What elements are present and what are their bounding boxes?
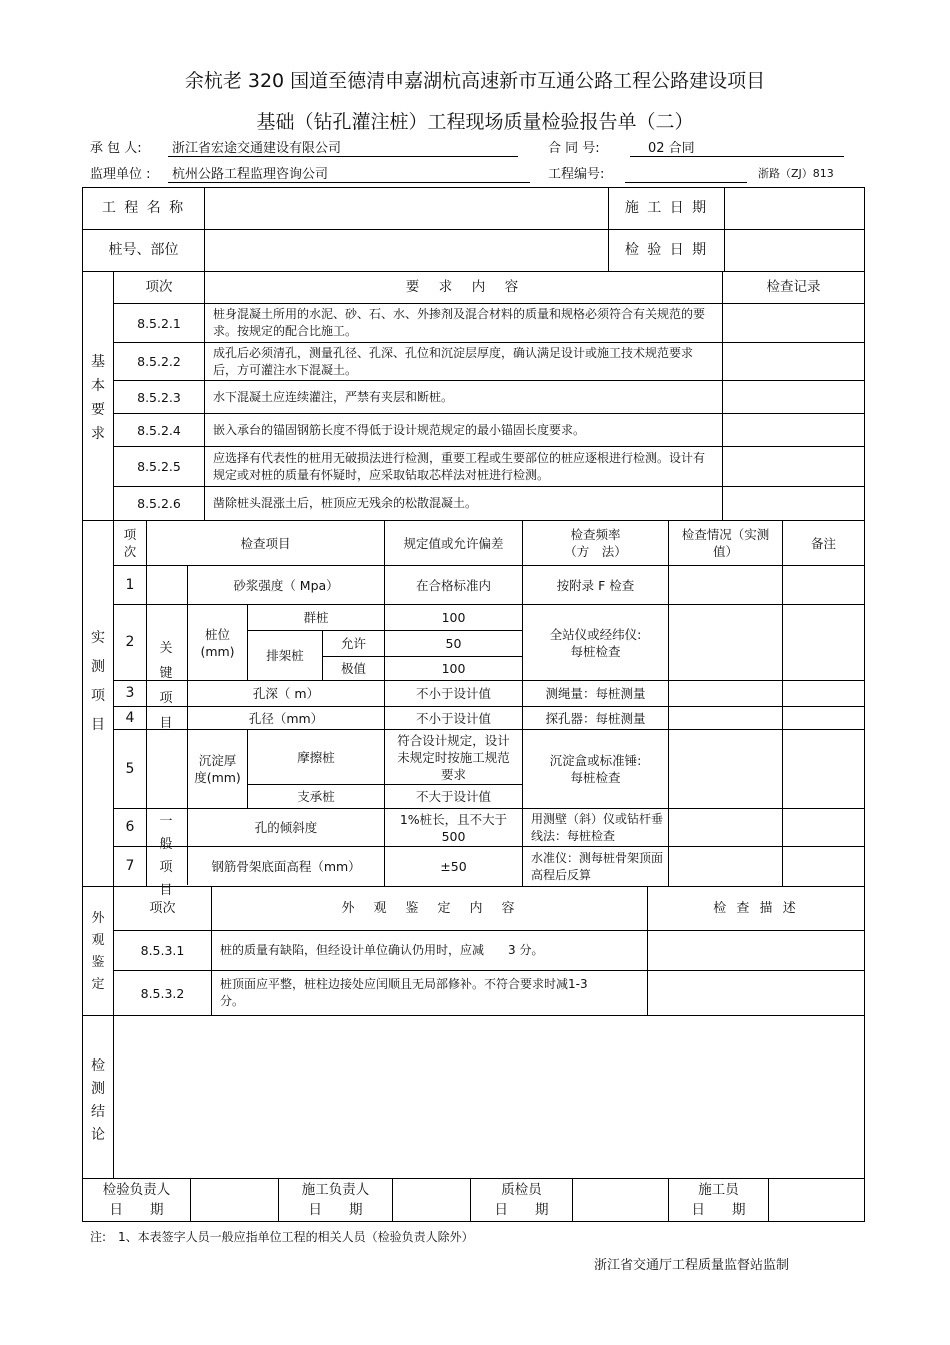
appearance-desc-header: 检 查 描 述 [713, 901, 799, 916]
conclusion-label: 检测结论 [91, 1058, 105, 1143]
measured-item-no-header: 项次 [123, 527, 137, 559]
measured-row-item: 砂浆强度（ Mpa） [233, 577, 339, 593]
bearing-pile-spec: 不大于设计值 [415, 789, 491, 804]
pile-group-label: 群桩 [303, 610, 329, 625]
measured-row-spec: 不小于设计值 [415, 686, 491, 701]
measured-row-no: 5 [125, 760, 135, 777]
measured-row-spec: 在合格标准内 [415, 577, 491, 593]
measured-row-spec: 不小于设计值 [415, 710, 491, 726]
bearing-pile-label: 支承桩 [297, 789, 335, 804]
measured-row-item: 钢筋骨架底面高程（mm） [211, 859, 361, 874]
project-no-label: 工程编号: [548, 167, 605, 182]
measured-row-no: 1 [125, 576, 135, 593]
basic-content-header: 要 求 内 容 [405, 279, 522, 295]
contractor-label: 承 包 人: [90, 141, 142, 156]
measured-result-header: 检查情况（实测值） [681, 527, 770, 559]
measured-spec-header: 规定值或允许偏差 [403, 535, 504, 551]
measured-row-frequency: 全站仪或经纬仪: 每桩检查 [549, 626, 642, 659]
pile-row-label: 排架桩 [266, 648, 304, 663]
allow-label: 允许 [340, 636, 366, 651]
friction-pile-spec: 符合设计规定，设计未规定时按施工规范要求 [397, 732, 510, 782]
measured-row-no: 6 [125, 819, 135, 835]
basic-item-header: 项次 [145, 279, 173, 295]
issuer: 浙江省交通厅工程质量监督站监制 [594, 1258, 790, 1273]
measured-row-frequency: 按附录 F 检查 [556, 577, 635, 593]
measured-row-item: 孔径（mm） [248, 710, 324, 726]
sign-date: 日 期 [109, 1202, 164, 1218]
supervisor-value: 杭州公路工程监理咨询公司 [172, 167, 329, 182]
allow-spec: 50 [445, 636, 462, 651]
contract-no-value: 02 合同 [648, 141, 695, 156]
limit-label: 极值 [340, 661, 366, 676]
basic-row-code: 8.5.2.4 [137, 422, 181, 438]
appearance-content-header: 外 观 鉴 定 内 容 [341, 901, 518, 916]
appearance-row-code: 8.5.3.2 [140, 985, 185, 1001]
footnote: 注: 1、本表签字人员一般应指单位工程的相关人员（检验负责人除外） [90, 1230, 474, 1244]
friction-pile-label: 摩擦桩 [297, 749, 335, 765]
measured-row-no: 2 [125, 634, 135, 650]
pile-position-label: 桩号、部位 [108, 242, 179, 258]
supervisor-label: 监理单位 : [90, 167, 151, 182]
basic-row-text: 水下混凝土应连续灌注，严禁有夹层和断桩。 [213, 389, 454, 404]
basic-row-text: 桩身混凝土所用的水泥、砂、石、水、外掺剂及混合材料的质量和规格必须符合有关规范的要求。按规定的配合比施工。 [213, 307, 706, 338]
document-subtitle: 基础（钻孔灌注桩）工程现场质量检验报告单（二） [256, 111, 694, 133]
construction-date-label: 施 工 日 期 [624, 200, 709, 216]
appearance-item-header: 项次 [149, 901, 176, 916]
measured-row-frequency: 测绳量：每桩测量 [545, 686, 646, 701]
general-items-label: 一般项目 [159, 814, 173, 898]
pile-group-spec: 100 [441, 610, 466, 625]
sign-role-quality-inspector: 质检员 [501, 1182, 542, 1198]
sign-date: 日 期 [691, 1202, 746, 1218]
contractor-value: 浙江省宏途交通建设有限公司 [172, 141, 342, 156]
sign-role-construction-lead: 施工负责人 [301, 1182, 370, 1198]
basic-row-text: 凿除桩头混涨土后，桩顶应无残余的松散混凝土。 [213, 496, 478, 510]
measured-row-frequency: 沉淀盒或标准锤: 每桩检查 [549, 753, 642, 785]
basic-section-label: 基本要求 [91, 354, 105, 442]
measured-remark-header: 备注 [810, 535, 836, 551]
measured-row-item: 孔深（ m） [252, 686, 320, 701]
sign-date: 日 期 [494, 1202, 549, 1218]
appearance-row-text: 桩的质量有缺陷，但经设计单位确认仍用时，应减 3 分。 [220, 943, 544, 957]
limit-spec: 100 [441, 661, 466, 676]
contract-no-label: 合 同 号: [548, 141, 600, 156]
document-title: 余杭老 320 国道至德清申嘉湖杭高速新市互通公路工程公路建设项目 [184, 70, 766, 92]
basic-row-code: 8.5.2.5 [137, 459, 181, 474]
form-code: 浙路（ZJ）813 [758, 167, 834, 180]
measured-row-spec: ±50 [440, 859, 467, 874]
measured-check-item-header: 检查项目 [240, 535, 291, 551]
measured-row-item: 桩位 (mm) [200, 626, 235, 659]
appearance-section-label: 外观鉴定 [91, 911, 105, 992]
measured-row-frequency: 用测壁（斜）仪或钻杆垂线法：每桩检查 [531, 811, 664, 843]
measured-row-no: 3 [125, 685, 135, 701]
sign-role-constructor: 施工员 [698, 1182, 739, 1198]
key-items-label: 关键项目 [159, 641, 173, 731]
measured-row-frequency: 探孔器：每桩测量 [545, 710, 646, 726]
measured-row-spec: 1%桩长，且不大于500 [399, 811, 508, 844]
basic-row-code: 8.5.2.3 [137, 389, 181, 405]
measured-row-no: 7 [125, 858, 135, 874]
basic-row-code: 8.5.2.6 [137, 496, 181, 511]
basic-row-code: 8.5.2.1 [137, 315, 181, 331]
measured-row-item: 沉淀厚 度(mm) [194, 753, 241, 785]
basic-row-code: 8.5.2.2 [137, 354, 181, 369]
appearance-row-text: 桩顶面应平整，桩柱边接处应闰顺且无局部修补。不符合要求时减1-3 分。 [220, 977, 588, 1008]
inspection-date-label: 检 验 日 期 [624, 242, 709, 258]
basic-row-text: 成孔后必须清孔，测量孔径、孔深、孔位和沉淀层厚度，确认满足设计或施工技术规范要求后，方可灌注水下混凝土。 [213, 345, 694, 377]
appearance-row-code: 8.5.3.1 [140, 943, 185, 958]
measured-frequency-header: 检查频率 （方 法） [564, 527, 627, 559]
basic-row-text: 应选择有代表性的桩用无破损法进行检测，重要工程或生要部位的桩应逐根进行检测。设计有规定或对桩的质量有怀疑时，应采取钻取芯样法对桩进行检测。 [213, 450, 706, 482]
measured-row-item: 孔的倾斜度 [254, 820, 318, 835]
measured-row-frequency: 水准仪：测每桩骨架顶面高程后反算 [531, 850, 664, 882]
sign-role-inspection-lead: 检验负责人 [102, 1182, 171, 1198]
sign-date: 日 期 [308, 1202, 363, 1218]
basic-record-header: 检查记录 [766, 279, 821, 295]
project-name-label: 工 程 名 称 [101, 200, 186, 216]
measured-row-no: 4 [125, 709, 135, 726]
basic-row-text: 嵌入承台的锚固钢筋长度不得低于设计规范规定的最小锚固长度要求。 [213, 422, 586, 437]
measured-section-label: 实测项目 [91, 630, 105, 733]
